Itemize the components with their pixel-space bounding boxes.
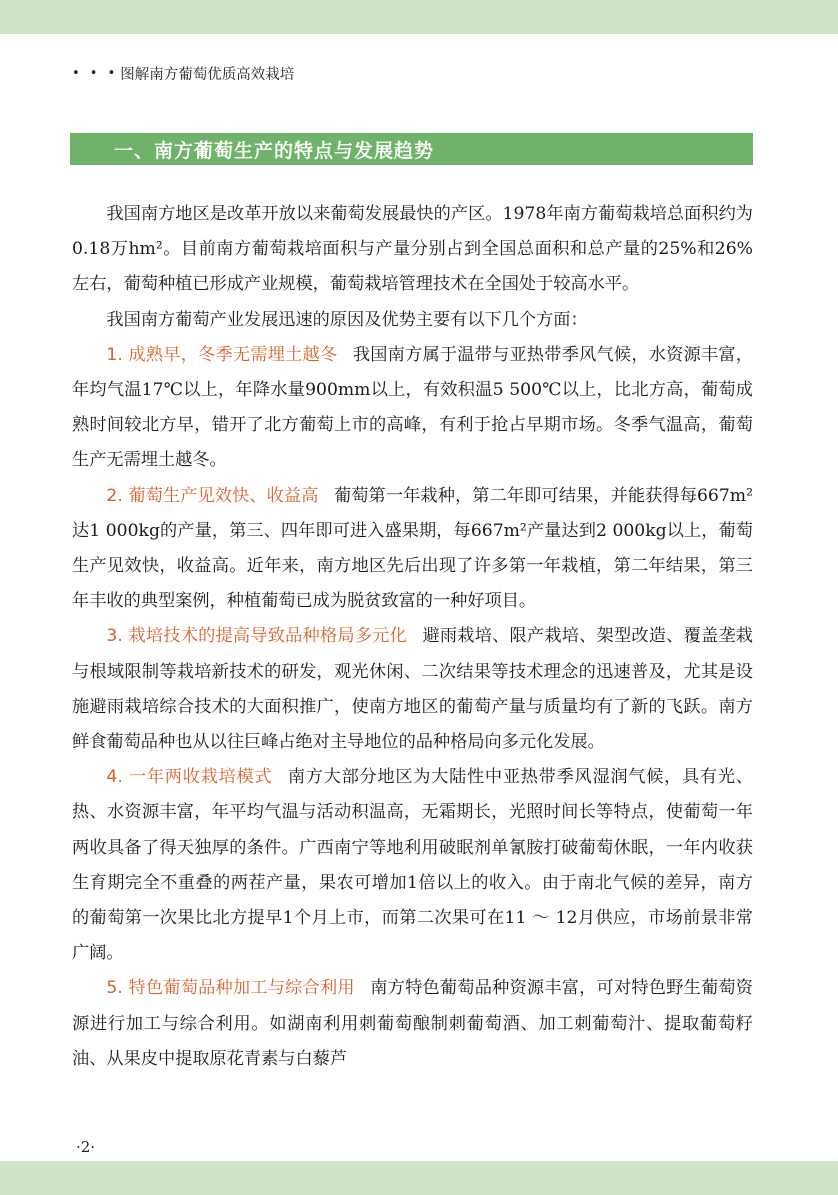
page-number: ·2· — [76, 1138, 96, 1156]
point-paragraph-4 — [72, 760, 753, 971]
intro-paragraph-1: 我国南方地区是改革开放以来葡萄发展最快的产区。1978年南方葡萄栽培总面积约为0.18万hm²。目前南方葡萄栽培面积与产量分别占到全国总面积和总产量的25%和26%左右，葡萄种植已形成产业规模，葡萄栽培管理技术在全国处于较高水平。 — [72, 204, 753, 295]
header-dots: • • • — [72, 65, 119, 81]
book-title: 图解南方葡萄优质高效栽培 — [120, 66, 295, 83]
point-paragraph-1 — [72, 338, 753, 479]
point-text-1: 我国南方属于温带与亚热带季风气候，水资源丰富，年均气温17℃以上，年降水量900mm以上，有效积温5 500℃以上，比北方高，葡萄成熟时间较北方早，错开了北方葡萄上市的高峰，有利于抢占早期市场。冬季气温高，葡萄生产无需埋土越冬。 — [72, 344, 753, 471]
point-text-4: 南方大部分地区为大陆性中亚热带季风湿润气候，具有光、热、水资源丰富，年平均气温与活动积温高，无霜期长，光照时间长等特点，使葡萄一年两收具备了得天独厚的条件。广西南宁等地利用破眠剂单氰胺打破葡萄休眠，一年内收获生育期完全不重叠的两茬产量，果农可增加1倍以上的收入。由于南北气候的差异，南方的葡萄第一次果比北方提早1个月上市，而第二次果可在11 ～ 12月供应，市场前景非常广阔。 — [72, 767, 753, 964]
section-title: 一、南方葡萄生产的特点与发展趋势 — [114, 139, 435, 162]
point-paragraph-3 — [72, 619, 753, 760]
point-paragraph-2 — [72, 479, 753, 620]
point-heading-4: 4. 一年两收栽培模式 — [106, 767, 273, 788]
bottom-decorative-band — [0, 1161, 838, 1195]
point-paragraph-5 — [72, 971, 753, 1077]
intro-paragraph-2: 我国南方葡萄产业发展迅速的原因及优势主要有以下几个方面： — [106, 309, 588, 330]
point-text-3: 避雨栽培、限产栽培、架型改造、覆盖垄栽与根域限制等栽培新技术的研发，观光休闲、二次结果等技术理念的迅速普及，尤其是设施避雨栽培综合技术的大面积推广，使南方地区的葡萄产量与质量均有了新的飞跃。南方鲜食葡萄品种也从以往巨峰占绝对主导地位的品种格局向多元化发展。 — [72, 626, 753, 753]
point-heading-5: 5. 特色葡萄品种加工与综合利用 — [106, 978, 355, 999]
point-heading-3: 3. 栽培技术的提高导致品种格局多元化 — [106, 626, 407, 647]
point-text-2: 葡萄第一年栽种，第二年即可结果，并能获得每667m²达1 000kg的产量，第三、四年即可进入盛果期，每667m²产量达到2 000kg以上，葡萄生产见效快，收益高。近年来，南方地区先后出现了许多第一年栽植，第二年结果，第三年丰收的典型案例，种植葡萄已成为脱贫致富的一种好项目。 — [72, 485, 753, 612]
top-decorative-band — [0, 0, 838, 34]
point-heading-1: 1. 成熟早，冬季无需埋土越冬 — [106, 344, 338, 365]
point-heading-2: 2. 葡萄生产见效快、收益高 — [106, 485, 319, 506]
point-text-5: 南方特色葡萄品种资源丰富，可对特色野生葡萄资源进行加工与综合利用。如湖南利用刺葡萄酿制刺葡萄酒、加工刺葡萄汁、提取葡萄籽油、从果皮中提取原花青素与白藜芦 — [72, 978, 753, 1069]
running-header — [72, 61, 294, 85]
body-text — [72, 197, 753, 1077]
section-banner — [70, 133, 753, 165]
